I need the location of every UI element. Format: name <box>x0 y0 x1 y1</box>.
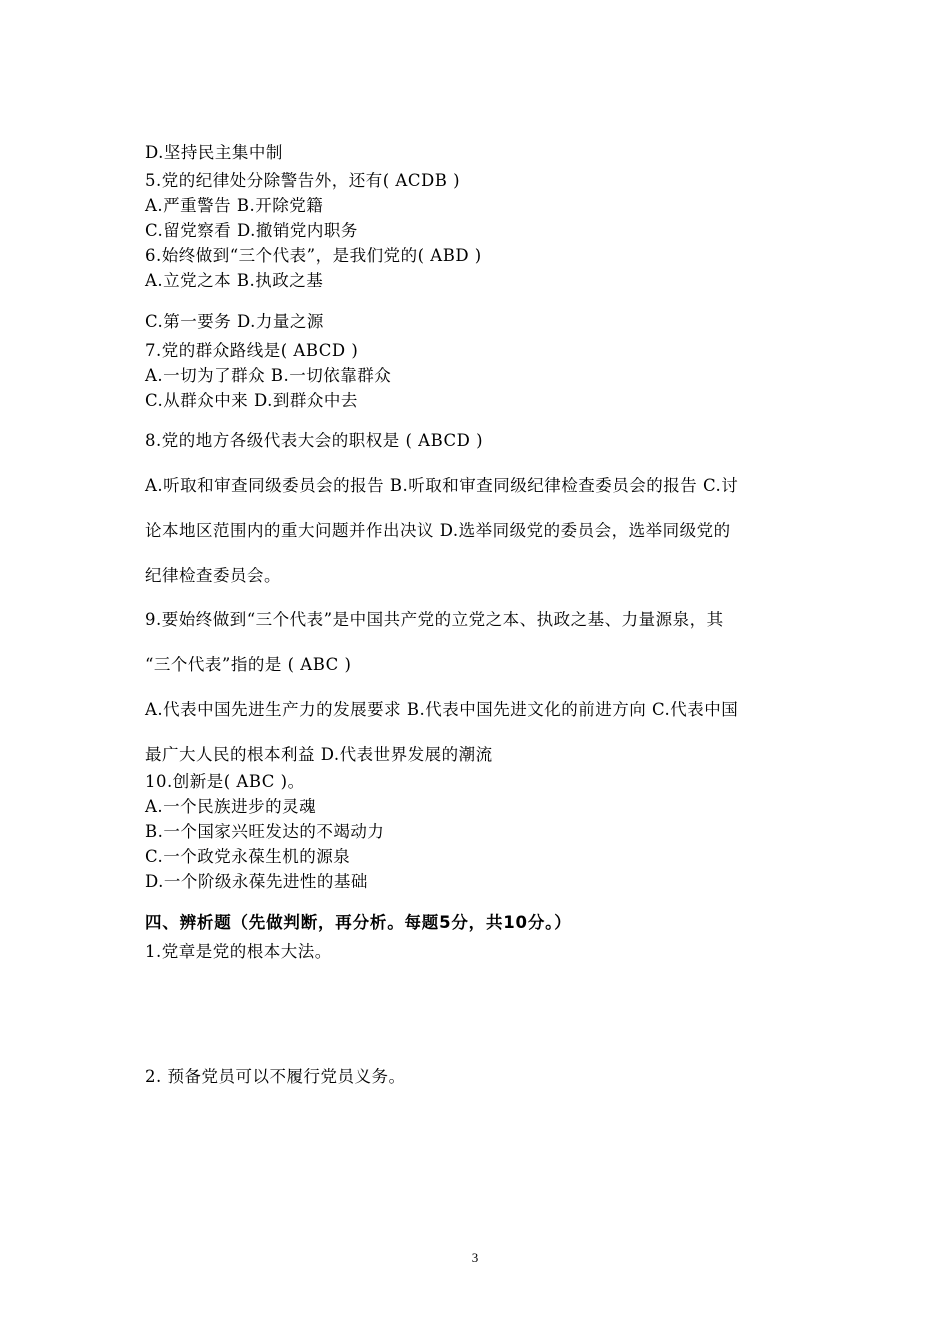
text-line: A.听取和审查同级委员会的报告 B.听取和审查同级纪律检查委员会的报告 C.讨 <box>145 476 739 495</box>
text-line: A.代表中国先进生产力的发展要求 B.代表中国先进文化的前进方向 C.代表中国 <box>145 700 739 719</box>
section-heading: 四、辨析题（先做判断，再分析。每题5分，共10分。） <box>145 913 572 932</box>
question-6: 6.始终做到“三个代表”，是我们党的( ABD ) <box>145 246 482 265</box>
text-line: “三个代表”指的是 ( ABC ) <box>145 655 352 674</box>
text-line: C.第一要务 D.力量之源 <box>145 312 324 331</box>
text-line: D.一个阶级永葆先进性的基础 <box>145 872 368 891</box>
text-line: 论本地区范围内的重大问题并作出决议 D.选举同级党的委员会，选举同级党的 <box>145 521 731 540</box>
text-line: 纪律检查委员会。 <box>145 566 281 585</box>
question-9: 9.要始终做到“三个代表”是中国共产党的立党之本、执政之基、力量源泉，其 <box>145 610 724 629</box>
text-line: C.一个政党永葆生机的源泉 <box>145 847 351 866</box>
text-line: 最广大人民的根本利益 D.代表世界发展的潮流 <box>145 745 493 764</box>
essay-question-2: 2. 预备党员可以不履行党员义务。 <box>145 1067 406 1086</box>
text-line: A.一切为了群众 B.一切依靠群众 <box>145 366 392 385</box>
text-line: A.立党之本 B.执政之基 <box>145 271 324 290</box>
question-8: 8.党的地方各级代表大会的职权是 ( ABCD ) <box>145 431 484 450</box>
text-line: A.一个民族进步的灵魂 <box>145 797 317 816</box>
essay-question-1: 1.党章是党的根本大法。 <box>145 942 332 961</box>
question-7: 7.党的群众路线是( ABCD ) <box>145 341 359 360</box>
question-5: 5.党的纪律处分除警告外，还有( ACDB ) <box>145 171 461 190</box>
text-line: A.严重警告 B.开除党籍 <box>145 196 324 215</box>
text-line: B.一个国家兴旺发达的不竭动力 <box>145 822 385 841</box>
page-number: 3 <box>471 1250 479 1265</box>
text-line: C.从群众中来 D.到群众中去 <box>145 391 358 410</box>
text-line: D.坚持民主集中制 <box>145 143 283 162</box>
text-line: C.留党察看 D.撤销党内职务 <box>145 221 358 240</box>
question-10: 10.创新是( ABC )。 <box>145 772 305 791</box>
